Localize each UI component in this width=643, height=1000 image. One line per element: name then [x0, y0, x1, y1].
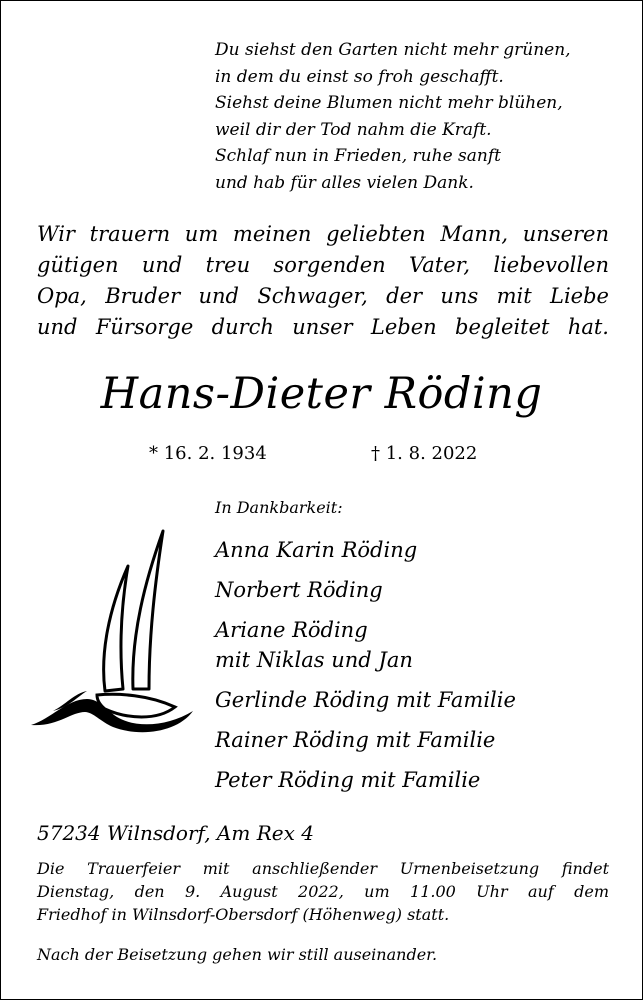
deceased-name: Hans-Dieter Röding	[100, 369, 543, 419]
mourning-statement	[37, 219, 609, 343]
statement-line: und Fürsorge durch unser Leben begleitet hat.	[37, 315, 609, 339]
mourner-entry	[215, 575, 615, 605]
ceremony-line: Die Trauerfeier mit anschließender Urnenbeisetzung findet	[37, 859, 609, 878]
mourner-name: Peter Röding mit Familie	[215, 768, 481, 792]
mourner-family: mit Niklas und Jan	[215, 648, 413, 672]
birth-date: * 16. 2. 1934	[149, 443, 267, 464]
poem-line: und hab für alles vielen Dank.	[215, 172, 474, 193]
mourner-entry	[215, 685, 615, 715]
mourners-list	[215, 535, 615, 805]
poem-line: in dem du einst so froh geschafft.	[215, 66, 504, 87]
mourner-name: Rainer Röding mit Familie	[215, 728, 496, 752]
thanks-label: In Dankbarkeit:	[215, 498, 343, 517]
mourner-entry	[215, 725, 615, 755]
death-date: † 1. 8. 2022	[371, 443, 478, 464]
mourner-name: Anna Karin Röding	[215, 538, 418, 562]
poem-line: weil dir der Tod nahm die Kraft.	[215, 119, 492, 140]
ceremony-line: Friedhof in Wilnsdorf-Obersdorf (Höhenweg) statt.	[37, 905, 450, 924]
family-address: 57234 Wilnsdorf, Am Rex 4	[37, 821, 314, 845]
poem-line: Du siehst den Garten nicht mehr grünen,	[215, 40, 571, 60]
mourner-name: Gerlinde Röding mit Familie	[215, 688, 516, 712]
statement-line: Opa, Bruder und Schwager, der uns mit Liebe	[37, 284, 609, 308]
poem-line: Siehst deine Blumen nicht mehr blühen,	[215, 93, 563, 113]
ceremony-details	[37, 857, 609, 926]
poem-line: Schlaf nun in Frieden, ruhe sanft	[215, 146, 501, 166]
mourner-entry	[215, 765, 615, 795]
ceremony-line: Dienstag, den 9. August 2022, um 11.00 Uhr auf dem	[37, 882, 609, 901]
mourner-entry	[215, 535, 615, 565]
statement-line: gütigen und treu sorgenden Vater, liebevollen	[37, 253, 609, 277]
mourner-name: Norbert Röding	[215, 578, 383, 602]
mourner-entry	[215, 615, 615, 675]
memorial-poem	[215, 37, 615, 196]
statement-line: Wir trauern um meinen geliebten Mann, unseren	[37, 222, 609, 246]
closing-note: Nach der Beisetzung gehen wir still auseinander.	[37, 945, 438, 964]
mourner-name: Ariane Röding	[215, 618, 368, 642]
sailboat-icon	[27, 523, 195, 739]
